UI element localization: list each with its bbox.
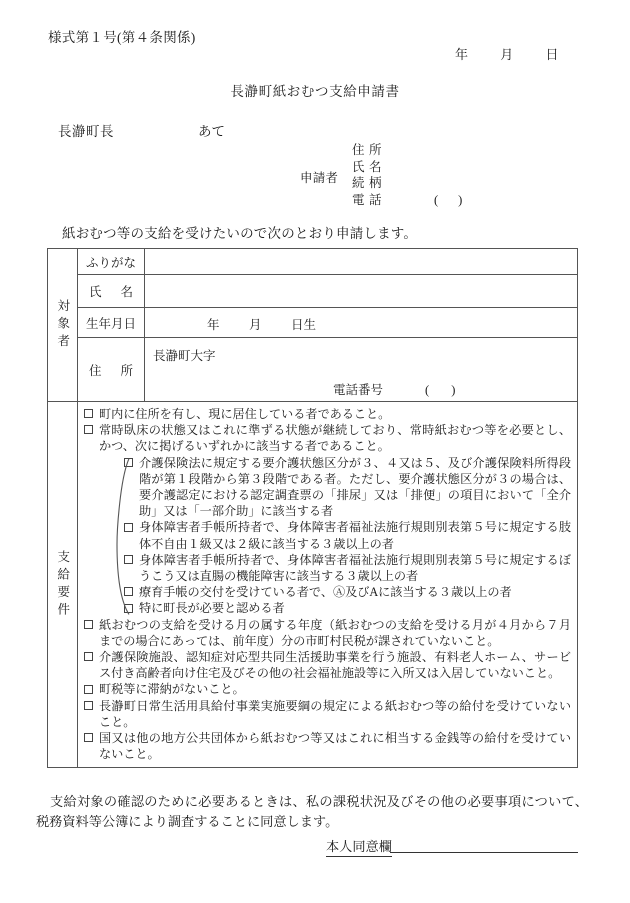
- applicant-address-char2: 所: [369, 143, 382, 157]
- dob-day: 日生: [291, 318, 317, 332]
- dob-key: 生年月日: [78, 308, 145, 337]
- address-key-char1: 住: [89, 363, 102, 378]
- tel-paren-open: (: [425, 383, 452, 397]
- address-tel-line: [333, 380, 477, 398]
- addressee-suffix: あて: [198, 124, 225, 139]
- date-day: 日: [545, 47, 559, 62]
- address-key: [78, 338, 145, 401]
- requirement-text: 紙おむつの支給を受ける月の属する年度（紙おむつの支給を受ける月が４月から７月までの場合にあっては、前年度）分の市町村民税が課されていないこと。: [99, 617, 571, 648]
- subject-fields: [78, 249, 577, 401]
- checkbox-icon[interactable]: [84, 733, 93, 742]
- applicant-relation-char2: 柄: [369, 176, 382, 190]
- requirement-text: 介護保険法に規定する要介護状態区分が３、４又は５、及び介護保険料所得段階が第１段階から第３段階である者。ただし、要介護状態区分が３の場合は、要介護認定における認定調査票の「排尿」又は「排便」の項目において「全介助」又は「一部介助」に該当する者: [139, 455, 571, 519]
- addressee-name: 長瀞町長: [58, 124, 114, 139]
- table-row-address: [78, 338, 577, 401]
- applicant-fields: [352, 142, 482, 208]
- checkbox-icon[interactable]: [84, 409, 93, 418]
- page-title: 長瀞町紙おむつ支給申請書: [230, 84, 400, 99]
- applicant-tel-paren: [434, 192, 482, 209]
- subject-section: [48, 249, 577, 402]
- requirement-item[interactable]: [84, 698, 571, 730]
- checkbox-icon[interactable]: [84, 652, 93, 661]
- form-number: 様式第１号(第４条関係): [48, 30, 196, 45]
- requirement-item[interactable]: [84, 649, 571, 681]
- checkbox-icon[interactable]: [124, 604, 133, 613]
- requirement-item[interactable]: [124, 600, 571, 616]
- name-key-char1: 氏: [89, 285, 102, 299]
- address-key-char2: 所: [120, 363, 133, 378]
- requirement-text: 療育手帳の交付を受けている者で、Ⓐ及びAに該当する３歳以上の者: [139, 585, 512, 600]
- dob-placeholders: [207, 315, 316, 333]
- applicant-tel-paren-close: ): [458, 192, 483, 207]
- requirement-text: 身体障害者手帳所持者で、身体障害者福祉法施行規則別表第５号に規定するぼうこう又は直腸の機能障害に該当する３歳以上の者: [139, 552, 571, 584]
- requirement-item[interactable]: [84, 681, 571, 697]
- applicant-name-char2: 名: [369, 159, 382, 174]
- date-year: 年: [455, 47, 469, 62]
- table-row-furigana: [78, 249, 577, 275]
- requirement-text: 特に町長が必要と認める者: [139, 601, 285, 616]
- applicant-tel-char2: 話: [369, 192, 382, 207]
- subject-side-label: [48, 249, 78, 401]
- checkbox-icon[interactable]: [84, 701, 93, 710]
- furigana-key: ふりがな: [78, 249, 145, 274]
- requirement-item[interactable]: [84, 406, 571, 422]
- address-prefix: 長瀞町大字: [153, 349, 216, 363]
- requirement-item[interactable]: [124, 519, 571, 551]
- applicant-address-char1: 住: [352, 143, 365, 157]
- applicant-field-tel: [352, 192, 482, 209]
- requirement-item[interactable]: [84, 617, 571, 649]
- requirement-text: 長瀞町日常生活用具給付事業実施要綱の規定による紙おむつ等の給付を受けていないこと。: [99, 698, 571, 729]
- applicant-tel-char1: 電: [352, 192, 365, 207]
- requirement-item[interactable]: [124, 552, 571, 584]
- tel-paren: [425, 383, 477, 398]
- intro-line: 紙おむつ等の支給を受けたいので次のとおり申請します。: [62, 226, 418, 241]
- requirement-text: 町税等に滞納がないこと。: [99, 682, 245, 697]
- requirements-nested-group: [84, 455, 571, 617]
- furigana-value[interactable]: [145, 249, 577, 274]
- requirement-item[interactable]: [84, 422, 571, 454]
- checkbox-icon[interactable]: [84, 685, 93, 694]
- requirement-text: 介護保険施設、認知症対応型共同生活援助事業を行う施設、有料老人ホーム、サービス付き高齢者向け住宅及びその他の社会福祉施設等に入所又は入居していないこと。: [99, 650, 571, 681]
- requirements-list: [77, 402, 577, 767]
- application-table: [47, 248, 578, 768]
- dob-value[interactable]: [145, 308, 577, 337]
- requirement-text: 町内に住所を有し、現に居住している者であること。: [99, 407, 391, 421]
- tel-paren-close: ): [451, 383, 478, 397]
- checkbox-icon[interactable]: [84, 620, 93, 629]
- consent-text: 支給対象の確認のために必要あるときは、私の課税状況及びその他の必要事項について、税務資料等公簿により調査することに同意します。: [36, 794, 588, 829]
- dob-year: 年: [207, 318, 220, 332]
- requirement-item[interactable]: [124, 455, 571, 520]
- applicant-field-name: [352, 159, 482, 176]
- table-row-dob: [78, 308, 577, 338]
- requirement-text: 国又は他の地方公共団体から紙おむつ等又はこれに相当する金銭等の給付を受けていないこと。: [99, 731, 571, 762]
- tel-label: 電話番号: [333, 383, 384, 397]
- signature-block: [326, 836, 576, 857]
- requirement-item[interactable]: [124, 584, 571, 600]
- requirements-side-label: [48, 402, 78, 767]
- checkbox-icon[interactable]: [124, 523, 133, 532]
- applicant-relation-char1: 続: [352, 176, 365, 190]
- requirements-section: [48, 402, 577, 767]
- date-month: 月: [500, 47, 514, 62]
- address-value[interactable]: [145, 338, 577, 401]
- table-row-name: [78, 275, 577, 308]
- applicant-field-relation: [352, 175, 482, 192]
- requirement-text: 常時臥床の状態又はこれに準ずる状態が継続しており、常時紙おむつ等を必要とし、かつ、次に掲げるいずれかに該当する者であること。: [99, 423, 571, 454]
- name-key: [78, 275, 145, 307]
- name-key-char2: 名: [120, 285, 133, 299]
- checkbox-icon[interactable]: [84, 425, 93, 434]
- dob-month: 月: [249, 318, 262, 332]
- checkbox-icon[interactable]: [124, 458, 133, 467]
- requirement-item[interactable]: [84, 730, 571, 762]
- requirement-text: 身体障害者手帳所持者で、身体障害者福祉法施行規則別表第５号に規定する肢体不自由１級又は２級に該当する３歳以上の者: [139, 520, 571, 551]
- name-value[interactable]: [145, 275, 577, 307]
- signature-label: 本人同意欄: [326, 836, 392, 857]
- applicant-name-char1: 氏: [352, 159, 365, 174]
- signature-line[interactable]: [390, 852, 578, 853]
- subject-side-label-text: 対象者: [55, 298, 70, 352]
- requirements-side-label-text: 支給要件: [55, 549, 70, 620]
- applicant-label: 申請者: [300, 171, 339, 185]
- checkbox-icon[interactable]: [124, 587, 133, 596]
- checkbox-icon[interactable]: [124, 555, 133, 564]
- applicant-field-address: [352, 142, 482, 159]
- date-line: [455, 44, 559, 63]
- applicant-tel-paren-open: (: [434, 192, 459, 207]
